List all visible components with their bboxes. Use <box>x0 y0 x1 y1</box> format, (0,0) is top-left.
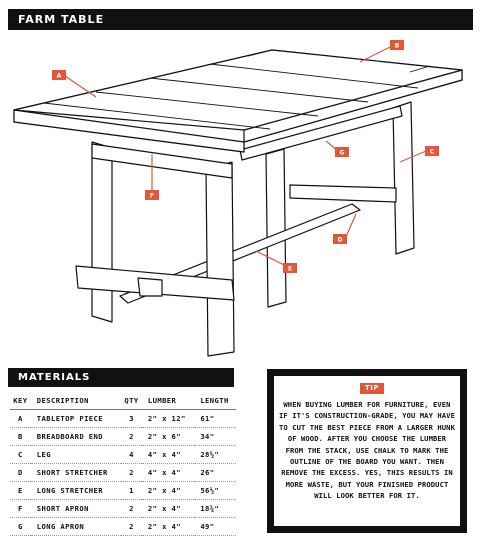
cell-lumber: 2" x 4" <box>142 482 194 500</box>
cell-key: F <box>10 500 31 518</box>
diagram-title: FARM TABLE <box>8 9 473 30</box>
cell-qty: 2 <box>121 518 142 536</box>
cell-description: LONG APRON <box>31 518 121 536</box>
short-stretcher-right <box>290 185 396 202</box>
materials-heading: MATERIALS <box>8 368 234 387</box>
cell-length: 56½" <box>194 482 236 500</box>
cell-lumber: 4" x 4" <box>142 464 194 482</box>
cell-description: TABLETOP PIECE <box>31 410 121 428</box>
table-row <box>10 500 236 518</box>
materials-table <box>10 392 236 536</box>
col-lumber: LUMBER <box>142 392 194 410</box>
cell-lumber: 2" x 12" <box>142 410 194 428</box>
short-apron-left <box>92 144 232 178</box>
cell-lumber: 2" x 6" <box>142 428 194 446</box>
cell-qty: 4 <box>121 446 142 464</box>
table-row <box>10 428 236 446</box>
cell-qty: 2 <box>121 428 142 446</box>
callout-c: C <box>429 148 435 156</box>
table-row <box>10 446 236 464</box>
cell-length: 49" <box>194 518 236 536</box>
cell-length: 61" <box>194 410 236 428</box>
col-key: KEY <box>10 392 31 410</box>
cell-qty: 2 <box>121 500 142 518</box>
callout-f: F <box>149 192 155 200</box>
cell-length: 18¾" <box>194 500 236 518</box>
cell-lumber: 4" x 4" <box>142 446 194 464</box>
callout-e: E <box>287 265 293 273</box>
cell-key: B <box>10 428 31 446</box>
cell-qty: 2 <box>121 464 142 482</box>
table-row <box>10 410 236 428</box>
materials-header-row <box>10 392 236 410</box>
tip-text: WHEN BUYING LUMBER FOR FURNITURE, EVEN IF IT'S CONSTRUCTION-GRADE, YOU MAY HAVE TO CUT THE BEST PIECE FROM A LARGER HUNK OF WOOD. AFTER YOU CHOOSE THE LUMBER FROM THE STACK, USE CHALK TO MARK THE OUTLINE OF THE BOARD YOU WANT. THEN REMOVE THE EXCESS. YES, THIS RESULTS IN MORE WASTE, BUT YOUR FINISHED PRODUCT WILL LOOK BETTER FOR IT. <box>279 400 455 501</box>
cell-description: SHORT STRETCHER <box>31 464 121 482</box>
cell-length: 26" <box>194 464 236 482</box>
callout-d: D <box>337 236 343 244</box>
leg-front-right <box>206 162 234 356</box>
cell-description: SHORT APRON <box>31 500 121 518</box>
leg-back-right <box>393 102 414 254</box>
leg-back-left <box>266 149 286 307</box>
cell-key: A <box>10 410 31 428</box>
cell-key: C <box>10 446 31 464</box>
leg-front-left <box>92 142 112 322</box>
farm-table-illustration <box>0 30 480 365</box>
cell-description: LEG <box>31 446 121 464</box>
cell-length: 34" <box>194 428 236 446</box>
cell-lumber: 2" x 4" <box>142 518 194 536</box>
table-row <box>10 518 236 536</box>
cell-key: D <box>10 464 31 482</box>
cell-key: G <box>10 518 31 536</box>
cell-length: 28½" <box>194 446 236 464</box>
cell-lumber: 2" x 4" <box>142 500 194 518</box>
tip-label: TIP <box>360 383 384 394</box>
cell-qty: 3 <box>121 410 142 428</box>
col-description: DESCRIPTION <box>31 392 121 410</box>
cell-qty: 1 <box>121 482 142 500</box>
table-row <box>10 464 236 482</box>
cell-description: LONG STRETCHER <box>31 482 121 500</box>
cell-description: BREADBOARD END <box>31 428 121 446</box>
col-qty: QTY <box>121 392 142 410</box>
table-row <box>10 482 236 500</box>
tip-box <box>267 369 467 533</box>
col-length: LENGTH <box>194 392 236 410</box>
callout-a: A <box>56 72 62 80</box>
callout-g: G <box>339 149 345 157</box>
cell-key: E <box>10 482 31 500</box>
callout-b: B <box>394 42 400 50</box>
